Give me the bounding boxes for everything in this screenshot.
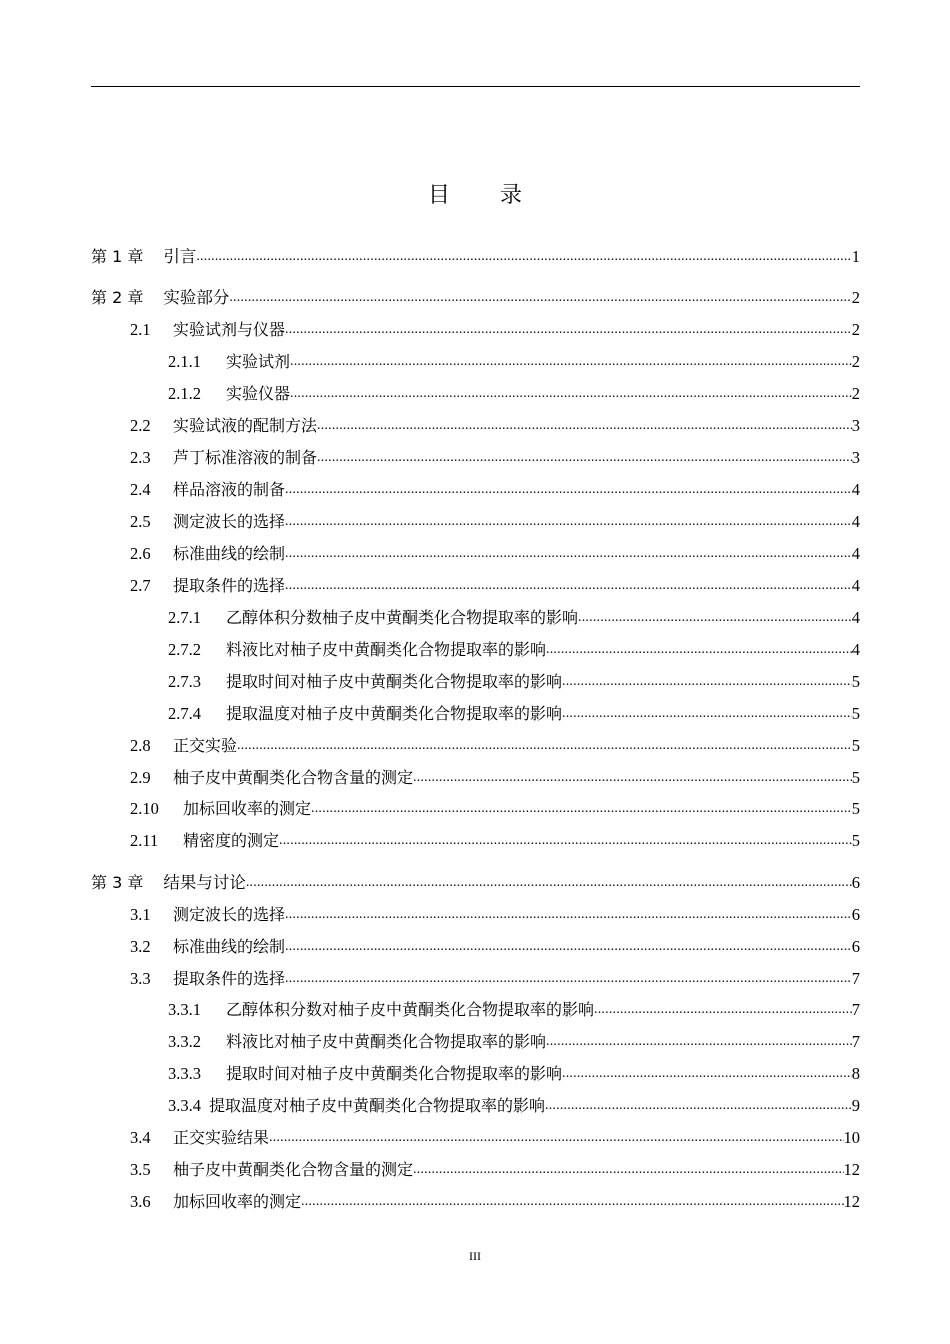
toc-leader-dots (413, 1159, 843, 1181)
toc-entry-number: 2.7.2 (168, 640, 201, 659)
toc-entry-page: 5 (851, 799, 860, 818)
page-title (0, 178, 950, 209)
toc-entry-number: 2.10 (130, 799, 159, 818)
toc-entry-page: 2 (851, 384, 860, 403)
toc-entry-page: 6 (851, 937, 860, 956)
toc-entry-title: 精密度的测定 (183, 831, 280, 850)
toc-entry[interactable] (168, 1031, 860, 1053)
toc-entry[interactable] (168, 351, 860, 373)
toc-entry-title: 实验仪器 (226, 384, 291, 403)
toc-entry-page: 5 (851, 736, 860, 755)
toc-entry-title: 乙醇体积分数对柚子皮中黄酮类化合物提取率的影响 (226, 1000, 595, 1019)
toc-entry-number: 2.1 (130, 320, 151, 339)
toc-entry-number: 2.11 (130, 831, 159, 850)
toc-leader-dots (562, 1063, 852, 1085)
toc-entry-title: 标准曲线的绘制 (173, 544, 286, 563)
toc-leader-dots (285, 479, 852, 501)
toc-leader-dots (546, 639, 852, 661)
toc-entry-number: 2.1.2 (168, 384, 201, 403)
toc-entry-title: 测定波长的选择 (173, 512, 286, 531)
toc-entry-number: 2.8 (130, 736, 151, 755)
toc-entry[interactable] (130, 767, 860, 789)
toc-entry-number: 3.3.1 (168, 1000, 201, 1019)
toc-entry[interactable] (168, 607, 860, 629)
toc-entry-page: 2 (851, 352, 860, 371)
toc-leader-dots (317, 415, 852, 437)
toc-entry-title: 测定波长的选择 (173, 905, 286, 924)
toc-entry[interactable] (130, 936, 860, 958)
toc-entry-page: 4 (851, 480, 860, 499)
toc-leader-dots (279, 830, 852, 852)
toc-entry-number: 2.5 (130, 512, 151, 531)
toc-entry-page: 10 (843, 1128, 860, 1147)
toc-entry-title: 正交实验结果 (173, 1128, 270, 1147)
toc-entry-page: 4 (851, 608, 860, 627)
toc-entry-page: 4 (851, 576, 860, 595)
toc-entry[interactable] (130, 415, 860, 437)
toc-entry-title: 标准曲线的绘制 (173, 937, 286, 956)
toc-entry-title: 引言 (163, 247, 197, 266)
toc-entry-title: 样品溶液的制备 (173, 480, 286, 499)
toc-entry-page: 12 (843, 1160, 860, 1179)
toc-leader-dots (229, 287, 851, 309)
toc-entry-page: 7 (851, 969, 860, 988)
toc-entry[interactable] (130, 830, 860, 852)
toc-leader-dots (246, 872, 852, 894)
toc-entry-number: 第 3 章 (91, 873, 144, 892)
toc-entry-number: 2.7 (130, 576, 151, 595)
toc-entry-number: 3.3.2 (168, 1032, 201, 1051)
toc-leader-dots (562, 671, 852, 693)
toc-entry-page: 2 (851, 320, 860, 339)
toc-leader-dots (285, 968, 852, 990)
toc-entry-title: 加标回收率的测定 (173, 1192, 302, 1211)
toc-entry[interactable] (91, 287, 860, 309)
toc-entry-number: 2.7.1 (168, 608, 201, 627)
toc-entry-title: 提取温度对柚子皮中黄酮类化合物提取率的影响 (226, 704, 563, 723)
toc-entry-number: 3.2 (130, 937, 151, 956)
toc-entry-number: 2.9 (130, 768, 151, 787)
toc-entry-page: 6 (851, 873, 860, 892)
toc-entry-title: 加标回收率的测定 (183, 799, 312, 818)
toc-entry-number: 3.3 (130, 969, 151, 988)
toc-entry[interactable] (130, 1191, 860, 1213)
page-number: III (469, 1249, 481, 1263)
header-rule (91, 86, 860, 87)
toc-entry-number: 3.1 (130, 905, 151, 924)
toc-entry-title: 乙醇体积分数柚子皮中黄酮类化合物提取率的影响 (226, 608, 579, 627)
toc-leader-dots (196, 246, 851, 268)
toc-entry-page: 5 (851, 831, 860, 850)
toc-leader-dots (545, 1095, 852, 1117)
toc-entry-title: 实验试剂与仪器 (173, 320, 286, 339)
toc-entry[interactable] (168, 703, 860, 725)
toc-leader-dots (237, 735, 852, 757)
toc-entry-page: 1 (851, 247, 860, 266)
toc-entry-number: 3.6 (130, 1192, 151, 1211)
toc-entry-title: 料液比对柚子皮中黄酮类化合物提取率的影响 (226, 1032, 547, 1051)
toc-entry-number: 2.6 (130, 544, 151, 563)
toc-entry[interactable] (168, 1095, 860, 1117)
toc-leader-dots (594, 999, 852, 1021)
toc-entry-number: 3.4 (130, 1128, 151, 1147)
toc-entry-page: 4 (851, 640, 860, 659)
toc-entry-page: 7 (851, 1000, 860, 1019)
toc-leader-dots (285, 575, 852, 597)
toc-leader-dots (413, 767, 852, 789)
toc-entry-page: 5 (851, 672, 860, 691)
toc-entry-number: 第 1 章 (91, 247, 144, 266)
toc-entry-page: 6 (851, 905, 860, 924)
toc-leader-dots (562, 703, 852, 725)
toc-entry-page: 4 (851, 512, 860, 531)
toc-entry-title: 实验部分 (163, 288, 230, 307)
toc-entry-title: 提取时间对柚子皮中黄酮类化合物提取率的影响 (226, 1064, 563, 1083)
toc-entry-title: 正交实验 (173, 736, 238, 755)
toc-entry-number: 3.3.4 (168, 1096, 201, 1115)
toc-entry[interactable] (130, 447, 860, 469)
toc-entry-title: 提取时间对柚子皮中黄酮类化合物提取率的影响 (226, 672, 563, 691)
toc-leader-dots (285, 543, 852, 565)
toc-entry-number: 3.3.3 (168, 1064, 201, 1083)
toc-entry-page: 12 (843, 1192, 860, 1211)
toc-entry-title: 提取条件的选择 (173, 576, 286, 595)
toc-entry-page: 3 (851, 416, 860, 435)
toc-entry-title: 芦丁标准溶液的制备 (173, 448, 318, 467)
toc-entry-page: 4 (851, 544, 860, 563)
toc-leader-dots (285, 936, 852, 958)
toc-entry[interactable] (91, 246, 860, 268)
toc-entry-page: 5 (851, 704, 860, 723)
toc-entry-page: 5 (851, 768, 860, 787)
toc-entry[interactable] (130, 1127, 860, 1149)
toc-entry-title: 料液比对柚子皮中黄酮类化合物提取率的影响 (226, 640, 547, 659)
toc-entry[interactable] (130, 968, 860, 990)
toc-entry[interactable] (130, 575, 860, 597)
toc-entry-number: 3.5 (130, 1160, 151, 1179)
toc-leader-dots (578, 607, 852, 629)
toc-entry-number: 2.4 (130, 480, 151, 499)
toc-leader-dots (546, 1031, 852, 1053)
toc-leader-dots (290, 383, 852, 405)
toc-leader-dots (285, 319, 852, 341)
toc-entry[interactable] (130, 1159, 860, 1181)
toc-entry-title: 提取条件的选择 (173, 969, 286, 988)
toc-entry-page: 3 (851, 448, 860, 467)
toc-entry[interactable] (130, 798, 860, 820)
toc-entry[interactable] (91, 872, 860, 894)
toc-entry-page: 9 (851, 1096, 860, 1115)
toc-entry-title: 柚子皮中黄酮类化合物含量的测定 (173, 768, 414, 787)
toc-entry[interactable] (168, 671, 860, 693)
toc-entry-title: 提取温度对柚子皮中黄酮类化合物提取率的影响 (209, 1096, 546, 1115)
page-title-char-2: 录 (500, 183, 523, 208)
toc-entry-title: 柚子皮中黄酮类化合物含量的测定 (173, 1160, 414, 1179)
toc-entry-number: 2.1.1 (168, 352, 201, 371)
toc-entry-page: 8 (851, 1064, 860, 1083)
toc-leader-dots (317, 447, 852, 469)
toc-leader-dots (269, 1127, 843, 1149)
toc-entry-number: 2.2 (130, 416, 151, 435)
toc-entry[interactable] (168, 639, 860, 661)
toc-entry-page: 7 (851, 1032, 860, 1051)
toc-leader-dots (285, 511, 852, 533)
toc-entry[interactable] (130, 479, 860, 501)
toc-entry[interactable] (168, 999, 860, 1021)
toc-entry[interactable] (168, 383, 860, 405)
toc-entry-title: 结果与讨论 (163, 873, 246, 892)
toc-entry[interactable] (168, 1063, 860, 1085)
toc-entry[interactable] (130, 319, 860, 341)
toc-entry-title: 实验试剂 (226, 352, 291, 371)
toc-entry[interactable] (130, 735, 860, 757)
toc-entry-number: 2.7.4 (168, 704, 201, 723)
toc-entry-title: 实验试液的配制方法 (173, 416, 318, 435)
toc-leader-dots (311, 798, 852, 820)
toc-leader-dots (290, 351, 852, 373)
toc-leader-dots (285, 904, 852, 926)
toc-entry-number: 2.7.3 (168, 672, 201, 691)
page-title-char-1: 目 (427, 183, 450, 208)
toc-entry[interactable] (130, 904, 860, 926)
toc-entry[interactable] (130, 511, 860, 533)
toc-entry[interactable] (130, 543, 860, 565)
toc-entry-page: 2 (851, 288, 860, 307)
toc-entry-number: 2.3 (130, 448, 151, 467)
toc-entry-number: 第 2 章 (91, 288, 144, 307)
toc-leader-dots (301, 1191, 843, 1213)
